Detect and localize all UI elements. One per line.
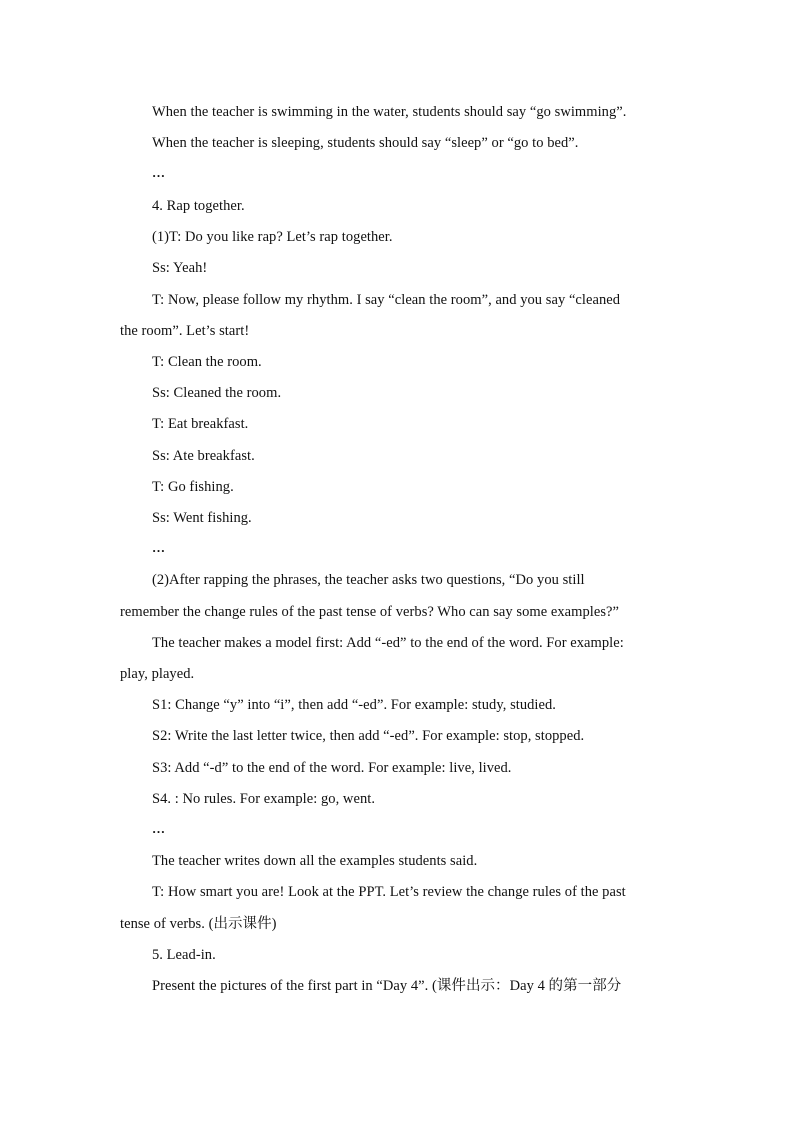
paragraph-line: tense of verbs. (出示课件) [120, 916, 277, 932]
paragraph-line: When the teacher is sleeping, students should say “sleep” or “go to bed”. [152, 135, 579, 151]
ellipsis-line: … [152, 821, 166, 836]
ellipsis-line: … [152, 165, 166, 180]
paragraph-line: the room”. Let’s start! [120, 323, 250, 339]
paragraph-line: When the teacher is swimming in the water, students should say “go swimming”. [152, 104, 627, 120]
paragraph-line: T: Eat breakfast. [152, 416, 249, 432]
paragraph-line: S1: Change “y” into “i”, then add “-ed”. For example: study, studied. [152, 697, 556, 713]
paragraph-line: The teacher writes down all the examples students said. [152, 853, 478, 869]
paragraph-line: T: Clean the room. [152, 354, 262, 370]
paragraph-line: T: How smart you are! Look at the PPT. Let’s review the change rules of the past [152, 884, 626, 900]
paragraph-line: S3: Add “-d” to the end of the word. For example: live, lived. [152, 760, 512, 776]
paragraph-line: T: Now, please follow my rhythm. I say “clean the room”, and you say “cleaned [152, 292, 621, 308]
paragraph-line: Ss: Ate breakfast. [152, 448, 255, 464]
paragraph-line: S4. : No rules. For example: go, went. [152, 791, 375, 807]
paragraph-line: T: Go fishing. [152, 479, 234, 495]
paragraph-line: Present the pictures of the first part in “Day 4”. (课件出示：Day 4 的第一部分 [152, 978, 622, 994]
paragraph-line: S2: Write the last letter twice, then add “-ed”. For example: stop, stopped. [152, 728, 585, 744]
section-heading: 5. Lead-in. [152, 947, 216, 963]
paragraph-line: Ss: Yeah! [152, 260, 208, 276]
paragraph-line: remember the change rules of the past tense of verbs? Who can say some examples?” [120, 604, 620, 620]
paragraph-line: Ss: Cleaned the room. [152, 385, 282, 401]
paragraph-line: The teacher makes a model first: Add “-ed” to the end of the word. For example: [152, 635, 624, 651]
section-heading: 4. Rap together. [152, 198, 245, 214]
paragraph-line: Ss: Went fishing. [152, 510, 252, 526]
paragraph-line: play, played. [120, 666, 195, 682]
ellipsis-line: … [152, 540, 166, 555]
paragraph-line: (1)T: Do you like rap? Let’s rap together. [152, 229, 393, 245]
paragraph-line: (2)After rapping the phrases, the teacher asks two questions, “Do you still [152, 572, 585, 588]
